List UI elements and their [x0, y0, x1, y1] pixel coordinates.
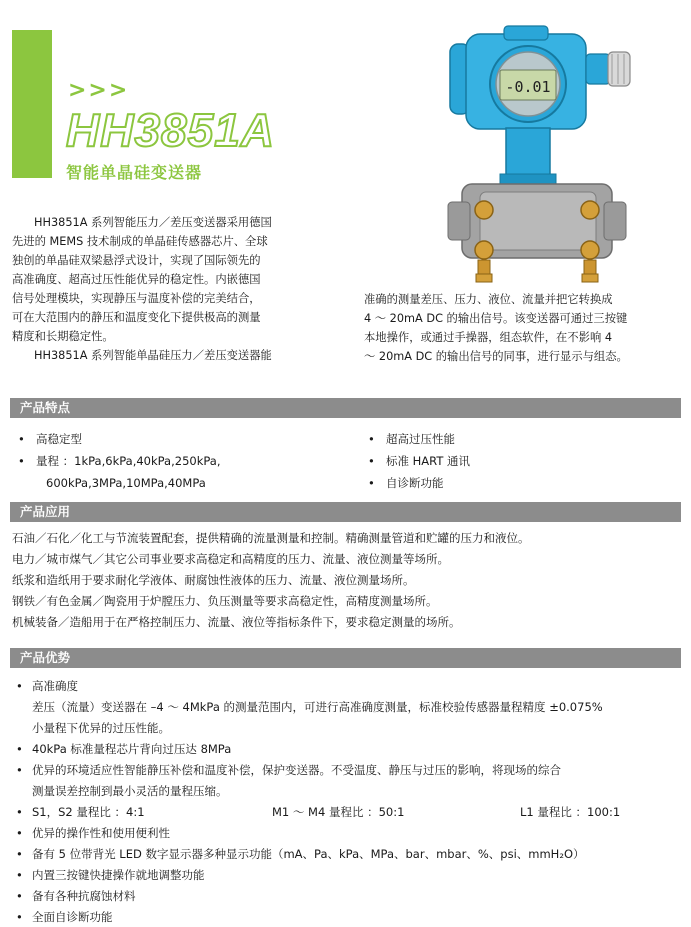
application-line: 电力／城市煤气／其它公司事业要求高稳定和高精度的压力、流量、液位测量等场所。: [12, 552, 449, 566]
applications-text: [12, 528, 530, 633]
features-left-list: [12, 428, 221, 494]
display-reading: -0.01: [505, 78, 551, 96]
advantage-item: • 备有 5 位带背光 LED 数字显示器多种显示功能（mA、Pa、kPa、MPa、bar、mbar、%、psi、mmH₂O）: [12, 844, 684, 865]
application-line: 石油／石化／化工与节流装置配套，提供精确的流量测量和控制。精确测量管道和贮罐的压力和液位。: [12, 531, 530, 545]
advantage-detail: 测量误差控制到最小灵活的量程压缩。: [32, 784, 228, 798]
ratio-m: M1 ～ M4 量程比 ：50:1: [272, 805, 405, 819]
advantage-item: • 备有各种抗腐蚀材料: [12, 886, 684, 907]
advantage-item: • 高准确度: [12, 676, 684, 697]
applications-title: 产品应用: [20, 504, 71, 519]
intro-line: 信号处理模块，实现静压与温度补偿的完美结合，: [12, 292, 261, 305]
advantage-item: • 全面自诊断功能: [12, 907, 684, 927]
intro-line: 精度和长期稳定性。: [12, 330, 114, 343]
advantages-list: [12, 676, 684, 927]
advantages-section-bar: [10, 648, 681, 668]
features-right-list: [362, 428, 470, 494]
transmitter-image: [440, 24, 640, 284]
intro-line: 准确的测量差压、压力、液位、流量并把它转换成: [364, 293, 613, 306]
feature-item: • 量程 ：1kPa,6kPa,40kPa,250kPa,: [12, 450, 221, 472]
range-ratio-row: [12, 802, 684, 823]
advantage-item: • 40kPa 标准量程芯片背向过压达 8MPa: [12, 739, 684, 760]
chevrons-decoration: >>>: [68, 78, 130, 103]
application-line: 纸浆和造纸用于要求耐化学液体、耐腐蚀性液体的压力、流量、液位测量场所。: [12, 573, 415, 587]
feature-item-cont: [12, 472, 221, 494]
intro-right-column: [364, 290, 682, 366]
intro-line: HH3851A 系列智能单晶硅压力／差压变送器能: [34, 349, 272, 362]
intro-left-column: [12, 213, 342, 365]
application-line: 机械装备／造船用于在严格控制压力、流量、液位等指标条件下，要求稳定测量的场所。: [12, 615, 461, 629]
intro-line: 可在大范围内的静压和温度变化下提供极高的测量: [12, 311, 261, 324]
advantage-item: • 内置三按键快捷操作就地调整功能: [12, 865, 684, 886]
intro-line: 独创的单晶硅双梁悬浮式设计，实现了国际领先的: [12, 254, 261, 267]
advantage-detail: 差压（流量）变送器在 –4 ～ 4MkPa 的测量范围内，可进行高准确度测量，标准校验传感器量程精度 ±0.075%: [32, 700, 603, 714]
feature-range-cont: 600kPa,3MPa,10MPa,40MPa: [46, 476, 206, 490]
intro-line: 高准确度、超高过压性能优异的稳定性。内嵌德国: [12, 273, 261, 286]
product-subtitle: 智能单晶硅变送器: [66, 163, 203, 182]
application-line: 钢铁／有色金属／陶瓷用于炉膛压力、负压测量等要求高稳定性，高精度测量场所。: [12, 594, 438, 608]
applications-section-bar: [10, 502, 681, 522]
accent-block: [12, 30, 52, 178]
advantages-title: 产品优势: [20, 650, 71, 665]
features-section-bar: [10, 398, 681, 418]
features-title: 产品特点: [20, 400, 71, 415]
intro-line: 本地操作，或通过手操器，组态软件，在不影响 4: [364, 331, 613, 344]
feature-item: • 超高过压性能: [362, 428, 470, 450]
feature-item: • 高稳定型: [12, 428, 221, 450]
model-title: HH3851A: [66, 104, 275, 156]
feature-item: • 自诊断功能: [362, 472, 470, 494]
ratio-l: L1 量程比 ：100:1: [520, 805, 621, 819]
intro-line: ～ 20mA DC 的输出信号的同事，进行显示与组态。: [364, 350, 628, 363]
feature-item: • 标准 HART 通讯: [362, 450, 470, 472]
advantage-detail: 小量程下优异的过压性能。: [32, 721, 170, 735]
intro-line: HH3851A 系列智能压力／差压变送器采用德国: [34, 216, 272, 229]
advantage-item: • 优异的环境适应性智能静压补偿和温度补偿，保护变送器。不受温度、静压与过压的影响，将现场的综合: [12, 760, 684, 781]
advantage-item: • 优异的操作性和使用便利性: [12, 823, 684, 844]
ratio-s: S1，S2 量程比 ：4:1: [32, 805, 145, 819]
intro-line: 4 ～ 20mA DC 的输出信号。该变送器可通过三按键: [364, 312, 628, 325]
intro-line: 先进的 MEMS 技术制成的单晶硅传感器芯片、全球: [12, 235, 268, 248]
